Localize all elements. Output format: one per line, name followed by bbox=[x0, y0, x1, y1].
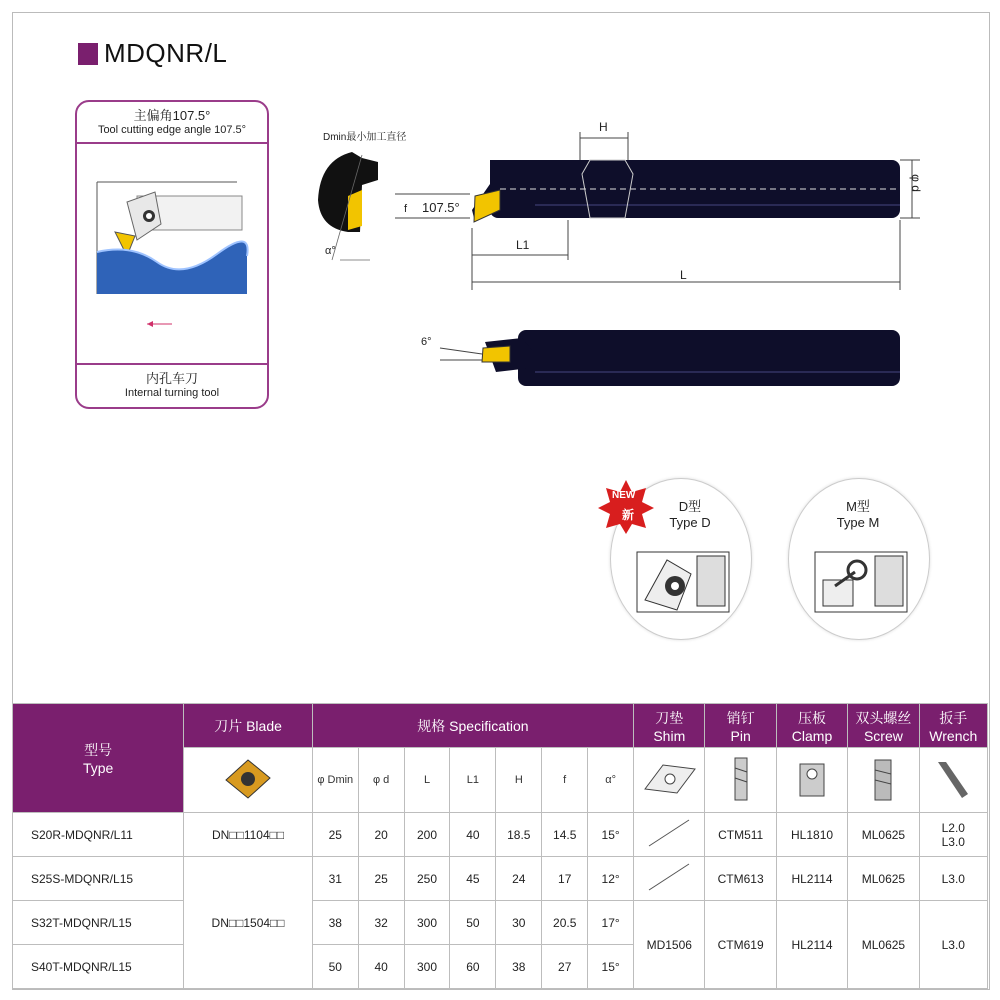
title-marker bbox=[78, 43, 98, 65]
sub-dmin: φ Dmin bbox=[312, 748, 358, 813]
new-badge-en: NEW bbox=[612, 490, 636, 501]
wrench-icon bbox=[919, 748, 987, 813]
panel-footer bbox=[77, 363, 267, 407]
type-d-clamp-icon bbox=[627, 540, 737, 620]
cutting-angle-panel bbox=[75, 100, 269, 409]
shim-icon bbox=[634, 748, 705, 813]
dmin-label: Dmin最小加工直径 bbox=[323, 132, 407, 143]
header-wrench: 扳手 Wrench bbox=[919, 704, 987, 748]
six-degree-label: 6° bbox=[421, 336, 432, 348]
h-label: H bbox=[599, 120, 608, 134]
table-row: S32T-MDQNR/L15 38 32 300 50 30 20.5 17° MD1506 CTM619 HL2114 ML0625 L3.0 bbox=[13, 901, 988, 945]
page-title: MDQNR/L bbox=[104, 38, 228, 68]
f-label: f bbox=[404, 203, 408, 215]
panel-top-en: Tool cutting edge angle 107.5° bbox=[97, 124, 247, 136]
table-row: S25S-MDQNR/L15 DN□□1504□□ 31 25 250 45 24 17 12° CTM613 HL2114 ML0625 L3.0 bbox=[13, 857, 988, 901]
panel-top-cn: 主偏角107.5° bbox=[133, 108, 211, 123]
new-badge-cn: 新 bbox=[622, 508, 635, 522]
table-row: S20R-MDQNR/L11 DN□□1104□□ 25 20 200 40 18.5 14.5 15° CTM511 HL1810 ML0625 L2.0 L3.0 bbox=[13, 813, 988, 857]
sub-f: f bbox=[542, 748, 588, 813]
tool-diagram bbox=[300, 110, 940, 410]
type-d-en: Type D bbox=[669, 515, 711, 530]
sub-L1: L1 bbox=[450, 748, 496, 813]
type-m-label bbox=[808, 496, 908, 530]
type-m-en: Type M bbox=[836, 515, 880, 530]
l-label: L bbox=[680, 268, 687, 282]
screw-icon bbox=[848, 748, 919, 813]
header-type: 型号 Type bbox=[13, 704, 184, 813]
pin-icon bbox=[705, 748, 776, 813]
clamp-icon bbox=[776, 748, 847, 813]
internal-turning-illustration bbox=[77, 144, 263, 364]
header-screw: 双头螺丝 Screw bbox=[848, 704, 919, 748]
type-d-label bbox=[640, 496, 740, 530]
sub-alpha: α° bbox=[588, 748, 634, 813]
alpha-label: α° bbox=[325, 245, 336, 257]
type-m-clamp-icon bbox=[805, 540, 915, 620]
phi-d-label: φ d bbox=[908, 174, 923, 192]
sub-L: L bbox=[404, 748, 450, 813]
shim-none bbox=[634, 813, 705, 857]
header-pin: 销钉 Pin bbox=[705, 704, 776, 748]
type-d-cn: D型 bbox=[678, 499, 702, 514]
header-spec: 规格 Specification bbox=[312, 704, 633, 748]
angle-label: 107.5° bbox=[422, 200, 460, 215]
header-blade: 刀片 Blade bbox=[184, 704, 312, 748]
title-block bbox=[78, 38, 227, 69]
shim-none bbox=[634, 857, 705, 901]
panel-bot-en: Internal turning tool bbox=[124, 387, 220, 399]
header-clamp: 压板 Clamp bbox=[776, 704, 847, 748]
sub-d: φ d bbox=[358, 748, 404, 813]
panel-bot-cn: 内孔车刀 bbox=[145, 371, 198, 386]
table-row: S40T-MDQNR/L15 50 40 300 60 38 27 15° bbox=[13, 945, 988, 989]
spec-table bbox=[12, 703, 988, 989]
type-m-cn: M型 bbox=[846, 499, 870, 514]
l1-label: L1 bbox=[516, 238, 530, 252]
blade-image bbox=[184, 748, 312, 813]
header-shim: 刀垫 Shim bbox=[634, 704, 705, 748]
sub-H: H bbox=[496, 748, 542, 813]
panel-header bbox=[77, 102, 267, 144]
